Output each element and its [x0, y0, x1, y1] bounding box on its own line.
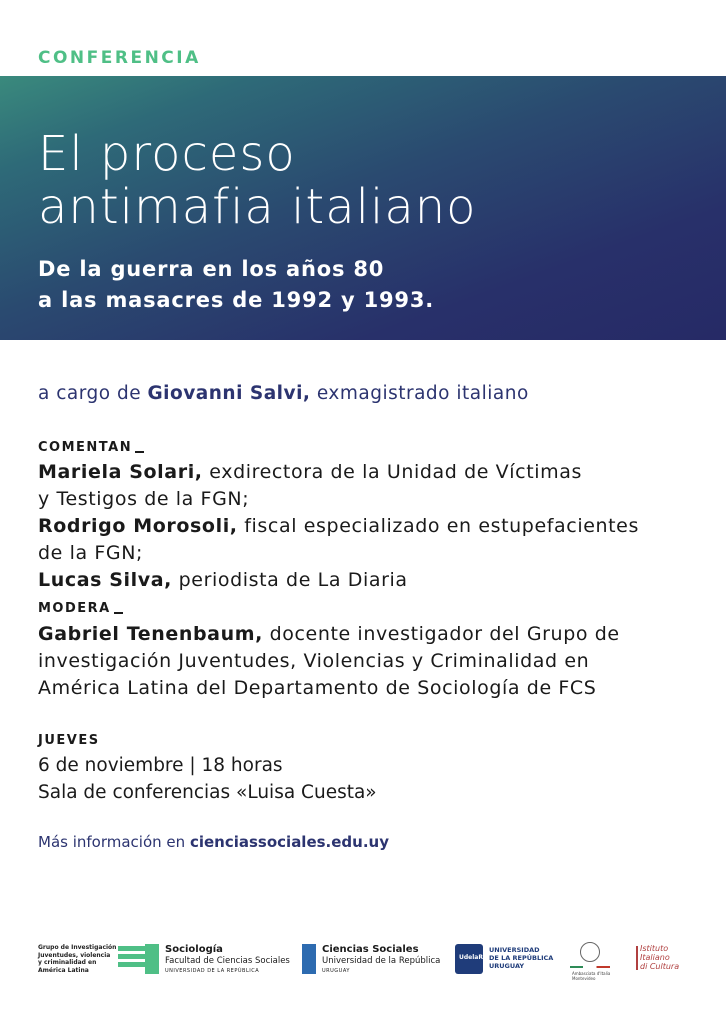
more-info-prefix: Más información en [38, 833, 186, 851]
emblem-icon [580, 942, 600, 962]
sociologia-mark-icon [145, 944, 159, 974]
panelist-description: periodista de La Diaria [178, 569, 408, 591]
sociologia-logo-sub: Facultad de Ciencias Sociales [165, 956, 290, 966]
event-subtitle-line: a las masacres de 1992 y 1993. [38, 288, 435, 312]
udelar-seal-text: UdelaR [459, 954, 483, 961]
panelist-name: Lucas Silva, [38, 569, 172, 591]
sociologia-logo [145, 940, 290, 984]
panelist-line [38, 486, 249, 513]
panelist-name: Rodrigo Morosoli, [38, 515, 238, 537]
panelist-line [38, 459, 582, 486]
iic-logo-line: Istituto [640, 944, 669, 953]
ccss-logo-title: Ciencias Sociales [322, 944, 419, 955]
label-underscore [114, 612, 123, 614]
ciencias-sociales-logo [302, 940, 441, 984]
embajada-logo-line: Montevideo [572, 976, 596, 981]
speaker-role: exmagistrado italiano [316, 383, 529, 404]
embajada-logo-text [572, 971, 610, 981]
byline-prefix: a cargo de [38, 383, 142, 404]
comentan-label-text: COMENTAN [38, 440, 133, 455]
grupo-logo-line: Juventudes, violencia [38, 951, 111, 959]
grupo-logo-line: Grupo de Investigación [38, 944, 117, 951]
logo-strip [0, 940, 726, 990]
udelar-seal-icon [455, 944, 483, 974]
moderator-description: América Latina del Departamento de Sociología de FCS [38, 677, 597, 699]
embajada-logo-line: Ambasciata d'Italia [572, 971, 611, 976]
panelist-description: exdirectora de la Unidad de Víctimas [209, 461, 582, 483]
panelist-line [38, 567, 408, 594]
istituto-cultura-logo [634, 940, 694, 984]
iic-logo-line: Italiano [640, 953, 670, 962]
event-title [38, 128, 477, 234]
event-type-label: CONFERENCIA [38, 48, 201, 68]
udelar-logo-text [489, 946, 553, 970]
sociologia-logo-univ: UNIVERSIDAD DE LA REPÚBLICA [165, 968, 260, 974]
panelist-line [38, 513, 639, 540]
udelar-logo [455, 940, 555, 984]
panelist-name: Mariela Solari, [38, 461, 203, 483]
iic-logo-line: di Cultura [640, 962, 680, 971]
grupo-investigacion-logo [38, 944, 148, 988]
moderator-description: investigación Juventudes, Violencias y Criminalidad en [38, 650, 590, 672]
more-info [38, 833, 389, 851]
iic-logo-text [640, 944, 679, 971]
more-info-link[interactable]: cienciassociales.edu.uy [189, 833, 389, 851]
panelist-description: de la FGN; [38, 542, 144, 564]
speaker-byline [38, 383, 529, 404]
event-title-line: El proceso [38, 126, 296, 182]
ccss-mark-icon [302, 944, 316, 974]
udelar-logo-line: URUGUAY [489, 962, 525, 970]
moderator-line [38, 621, 620, 648]
event-subtitle [38, 254, 434, 316]
panelist-line [38, 540, 143, 567]
speaker-name: Giovanni Salvi, [147, 383, 311, 404]
event-subtitle-line: De la guerra en los años 80 [38, 257, 385, 281]
iic-bar-icon [636, 946, 638, 970]
day-label-text: JUEVES [38, 733, 100, 748]
ccss-logo-sub: Universidad de la República [322, 956, 441, 966]
ccss-logo-country: URUGUAY [322, 968, 350, 974]
venue: Sala de conferencias «Luisa Cuesta» [38, 782, 377, 803]
panelist-description: fiscal especializado en estupefacientes [244, 515, 639, 537]
moderator-line [38, 675, 596, 702]
label-underscore [135, 451, 144, 453]
moderator-description: docente investigador del Grupo de [269, 623, 620, 645]
event-title-line: antimafia italiano [38, 179, 477, 235]
modera-label-text: MODERA [38, 601, 111, 616]
moderator-line [38, 648, 589, 675]
udelar-logo-line: DE LA REPÚBLICA [489, 954, 554, 962]
modera-label [38, 601, 123, 616]
grupo-logo-text [38, 944, 116, 974]
grupo-logo-line: América Latina [38, 966, 89, 974]
grupo-logo-line: y criminalidad en [38, 959, 97, 966]
day-label [38, 733, 100, 748]
embajada-italia-logo [566, 940, 616, 984]
date-time: 6 de noviembre | 18 horas [38, 755, 283, 776]
moderator-name: Gabriel Tenenbaum, [38, 623, 263, 645]
panelist-description: y Testigos de la FGN; [38, 488, 250, 510]
italian-flag-icon [570, 966, 610, 968]
udelar-logo-line: UNIVERSIDAD [489, 946, 540, 954]
sociologia-logo-title: Sociología [165, 944, 223, 955]
comentan-label [38, 440, 144, 455]
